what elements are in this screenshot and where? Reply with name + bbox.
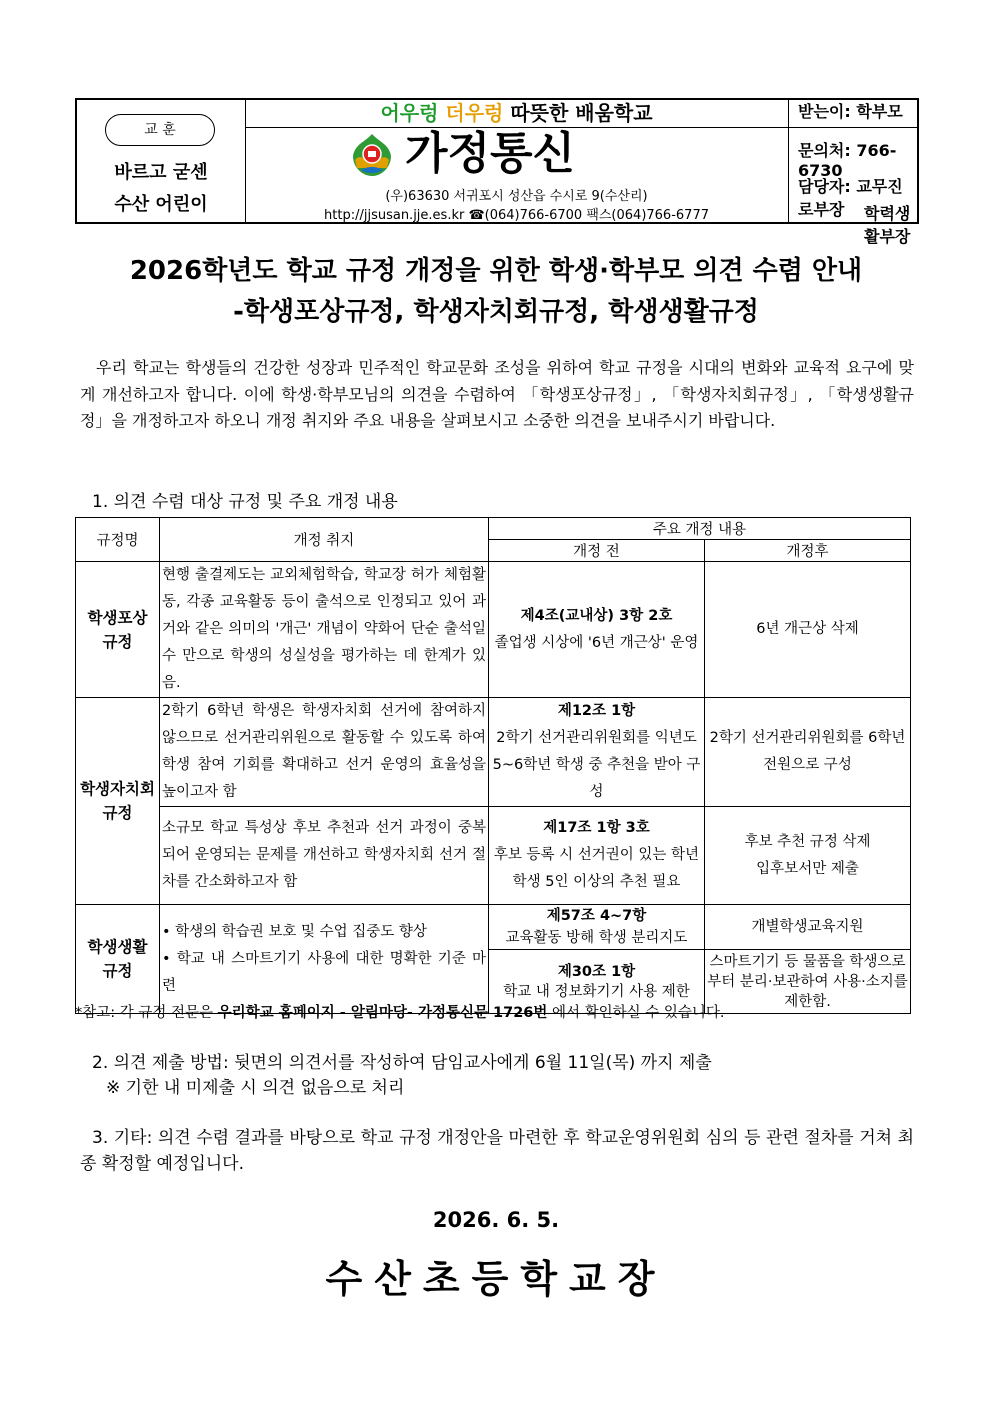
regulation-name-life: 학생생활 규정 — [76, 905, 160, 1014]
motto-line-2: 수산 어린이 — [114, 194, 208, 215]
intro-text: 우리 학교는 학생들의 건강한 성장과 민주적인 학교문화 조성을 위하여 학교 규정을 시대의 변화와 교육적 요구에 맞게 개선하고자 합니다. 이에 학생·학부모님의 의견을 수렴하여 「학생포상규정」, 「학생자치회규정」, 「학생생활규정」을 개정하고자 하오니 개정 취지와 주요 내용을 살펴보시고 소중한 의견을 보내주시기 바랍니다. — [80, 358, 914, 430]
school-motto-box — [77, 100, 246, 222]
regulation-name-award: 학생포상 규정 — [76, 562, 160, 698]
before-text: 2학기 선거관리위원회를 익년도 5~6학년 학생 중 추천을 받아 구성 — [492, 730, 701, 800]
section-2-note: ※ 기한 내 미제출 시 의견 없음으로 처리 — [106, 1078, 405, 1098]
header-after: 개정후 — [705, 540, 911, 562]
section-1-heading: 1. 의견 수렴 대상 규정 및 주요 개정 내용 — [92, 492, 398, 512]
before-life-a — [489, 905, 705, 950]
after-council-a: 2학기 선거관리위원회를 6학년 전원으로 구성 — [705, 698, 911, 807]
before-article: 제17조 1항 3호 — [543, 820, 650, 836]
before-article: 제12조 1항 — [557, 703, 636, 719]
after-council-b: 후보 추천 규정 삭제 입후보서만 제출 — [705, 807, 911, 905]
before-text: 후보 등록 시 선거권이 있는 학년 학생 5인 이상의 추천 필요 — [493, 847, 700, 890]
inquiry-text: 문의처: 766-6730 — [798, 141, 897, 180]
before-article: 제57조 4~7항 — [546, 908, 647, 924]
manager-text: 담당자: 교무진로부장 — [798, 177, 903, 219]
after-life-b: 스마트기기 등 물품을 학생으로부터 분리·보관하여 사용·소지를 제한함. — [705, 950, 911, 1014]
purpose-life-2: • 학교 내 스마트기기 사용에 대한 명확한 기준 마련 — [162, 950, 486, 994]
purpose-life-1: • 학생의 학습권 보호 및 수업 집중도 향상 — [162, 923, 427, 940]
note-link-path: 우리학교 홈페이지 - 알림마당- 가정통신문 1726번 — [217, 1005, 548, 1021]
school-address: (우)63630 서귀포시 성산읍 수시로 9(수산리) — [385, 189, 648, 204]
purpose-life — [160, 905, 489, 1014]
purpose-council-b: 소규모 학교 특성상 후보 추천과 선거 과정이 중복되어 운영되는 문제를 개선하고 학생자치회 선거 절차를 간소화하고자 함 — [160, 807, 489, 905]
before-council-a — [489, 698, 705, 807]
recipient-text: 받는이: 학부모 — [788, 100, 917, 128]
after-life-a: 개별학생교육지원 — [705, 905, 911, 950]
header-main-changes: 주요 개정 내용 — [489, 518, 911, 540]
before-article: 제30조 1항 — [557, 963, 636, 980]
note-suffix: 에서 확인하실 수 있습니다. — [547, 1005, 725, 1021]
after-award: 6년 개근상 삭제 — [705, 562, 911, 698]
section-2-heading: 2. 의견 제출 방법: 뒷면의 의견서를 작성하여 담임교사에게 6월 11일(목) 까지 제출 — [92, 1053, 712, 1073]
issue-date: 2026. 6. 5. — [432, 1208, 560, 1232]
before-text: 교육활동 방해 학생 분리지도 — [505, 930, 688, 946]
manager-text-2: 학력생활부장 — [864, 204, 911, 246]
section-3-text — [80, 1125, 914, 1177]
note-prefix: *참고: 각 규정 전문은 — [75, 1005, 218, 1021]
school-emblem-icon — [347, 130, 397, 180]
header-regulation-name: 규정명 — [76, 518, 160, 562]
slogan-green: 어우렁 — [380, 101, 439, 125]
before-award — [489, 562, 705, 698]
slogan-rest: 따뜻한 배움학교 — [510, 101, 653, 125]
motto-label: 교 훈 — [105, 114, 215, 146]
document-subtitle: -학생포상규정, 학생자치회규정, 학생생활규정 — [233, 297, 759, 327]
before-text: 학교 내 정보화기기 사용 제한 — [503, 983, 690, 1000]
purpose-award: 현행 출결제도는 교외체험학습, 학교장 허가 체험활동, 각종 교육활동 등이 출석으로 인정되고 있어 과거와 같은 의미의 '개근' 개념이 약화어 단순 출석일수 만으로 학생의 성실성을 평가하는 데 한계가 있음. — [160, 562, 489, 698]
section-3-body: 3. 기타: 의견 수렴 결과를 바탕으로 학교 규정 개정안을 마련한 후 학교운영위원회 심의 등 관련 절차를 거쳐 최종 확정할 예정입니다. — [80, 1128, 914, 1174]
intro-paragraph — [80, 355, 914, 435]
document-title: 2026학년도 학교 규정 개정을 위한 학생·학부모 의견 수렴 안내 — [129, 256, 863, 286]
header-purpose: 개정 취지 — [160, 518, 489, 562]
newsletter-title-box — [245, 100, 789, 222]
before-text: 졸업생 시상에 '6년 개근상' 운영 — [494, 634, 699, 651]
recipient-info-box — [788, 100, 917, 246]
reference-note — [75, 1001, 725, 1022]
purpose-council-a: 2학기 6학년 학생은 학생자치회 선거에 참여하지 않으므로 선거관리위원으로 활동할 수 있도록 하여 학생 참여 기회를 확대하고 선거 운영의 효율성을 높이고자 함 — [160, 698, 489, 807]
school-slogan — [245, 100, 788, 128]
before-article: 제4조(교내상) 3항 2호 — [520, 607, 673, 624]
regulation-name-council: 학생자치회 규정 — [76, 698, 160, 905]
regulation-table — [75, 517, 911, 1014]
header-before: 개정 전 — [489, 540, 705, 562]
before-council-b — [489, 807, 705, 905]
newsletter-title: 가정통신 — [405, 128, 576, 179]
slogan-orange: 더우렁 — [445, 101, 504, 125]
school-contact: http://jjsusan.jje.es.kr ☎(064)766-6700 팩스(064)766-6777 — [324, 208, 709, 223]
principal-signature: 수산초등학교장 — [325, 1257, 667, 1301]
newsletter-header — [75, 98, 919, 246]
motto-line-1: 바르고 굳센 — [114, 162, 208, 183]
